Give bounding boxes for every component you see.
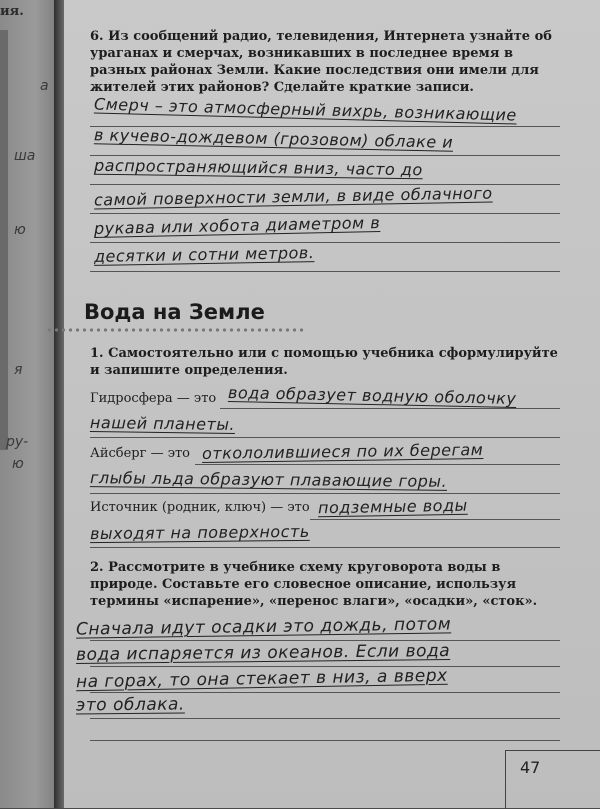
ruled-line (90, 692, 560, 693)
ruled-line (90, 493, 560, 494)
term-spring: Источник (родник, ключ) — это (90, 500, 310, 515)
previous-page-shadow (0, 30, 8, 450)
workbook-page (60, 0, 600, 808)
previous-page-hw-fragment: ру- (6, 434, 29, 450)
task-2-answer-line: на горах, то она стекает в низ, а вверх (75, 665, 448, 693)
ruled-line (90, 666, 560, 667)
definition-hydrosphere-line: нашей планеты. (89, 412, 236, 435)
previous-page-fragment: ия. (0, 4, 24, 19)
previous-page-hw-fragment: а (40, 78, 49, 94)
task-1-prompt: 1. Самостоятельно или с помощью учебника сформулируйте и запишите определения. (90, 346, 558, 378)
book-spine (54, 0, 64, 808)
previous-page-hw-fragment: ю (12, 456, 24, 472)
term-hydrosphere: Гидросфера — это (90, 391, 217, 406)
previous-page-hw-fragment: ю (14, 222, 26, 238)
task-2-answer-line: вода испаряется из океанов. Если вода (75, 641, 451, 665)
ruled-line (90, 242, 560, 243)
definition-iceberg-line: глыбы льда образуют плавающие горы. (89, 468, 448, 491)
definition-spring-line: выходят на поверхность (89, 521, 310, 544)
previous-page-hw-fragment: ша (14, 148, 36, 164)
task-6-prompt: 6. Из сообщений радио, телевидения, Интернета узнайте об ураганах и смерчах, возникавших в последнее время в разных районах Земли. Какие последствия они имели для жителей этих районов? Сделайте краткие записи. (90, 29, 552, 95)
ruled-line (195, 464, 560, 465)
definition-iceberg-line: откололившиеся по их берегам (201, 440, 484, 463)
task-6-answer-line: Смерч – это атмосферный вихрь, возникающие (93, 94, 517, 125)
section-title: Вода на Земле (84, 300, 265, 324)
ruled-line (90, 547, 560, 548)
definition-hydrosphere-line: вода образует водную оболочку (227, 382, 517, 409)
ruled-line (90, 437, 560, 438)
ruled-line (90, 718, 560, 719)
term-iceberg: Айсберг — это (90, 446, 191, 461)
task-2-answer-line: Сначала идут осадки это дождь, потом (75, 614, 452, 640)
page-number: 47 (520, 758, 541, 777)
task-6-answer-line: десятки и сотни метров. (93, 243, 315, 266)
task-6-answer-line: в кучево-дождевом (грозовом) облаке и (93, 125, 454, 152)
task-6-answer-line: рукава или хобота диаметром в (93, 213, 381, 238)
previous-page-hw-fragment: я (14, 362, 23, 378)
previous-page-strip (0, 0, 58, 808)
definition-spring-line: подземные воды (317, 495, 468, 518)
ruled-line (310, 519, 560, 520)
ruled-line (220, 408, 560, 409)
task-2-prompt: 2. Рассмотрите в учебнике схему круговорота воды в природе. Составьте его словесное описание, используя термины «испарение», «перенос влаги», «осадки», «сток». (90, 560, 538, 609)
ruled-line (90, 640, 560, 641)
task-2-answer-line: это облака. (75, 694, 185, 716)
ruled-line (90, 271, 560, 272)
ruled-line (90, 740, 560, 741)
dotted-divider (46, 327, 306, 333)
task-6-answer-line: распространяющийся вниз, часто до (93, 155, 423, 180)
task-6-answer-line: самой поверхности земли, в виде облачного (93, 183, 493, 210)
